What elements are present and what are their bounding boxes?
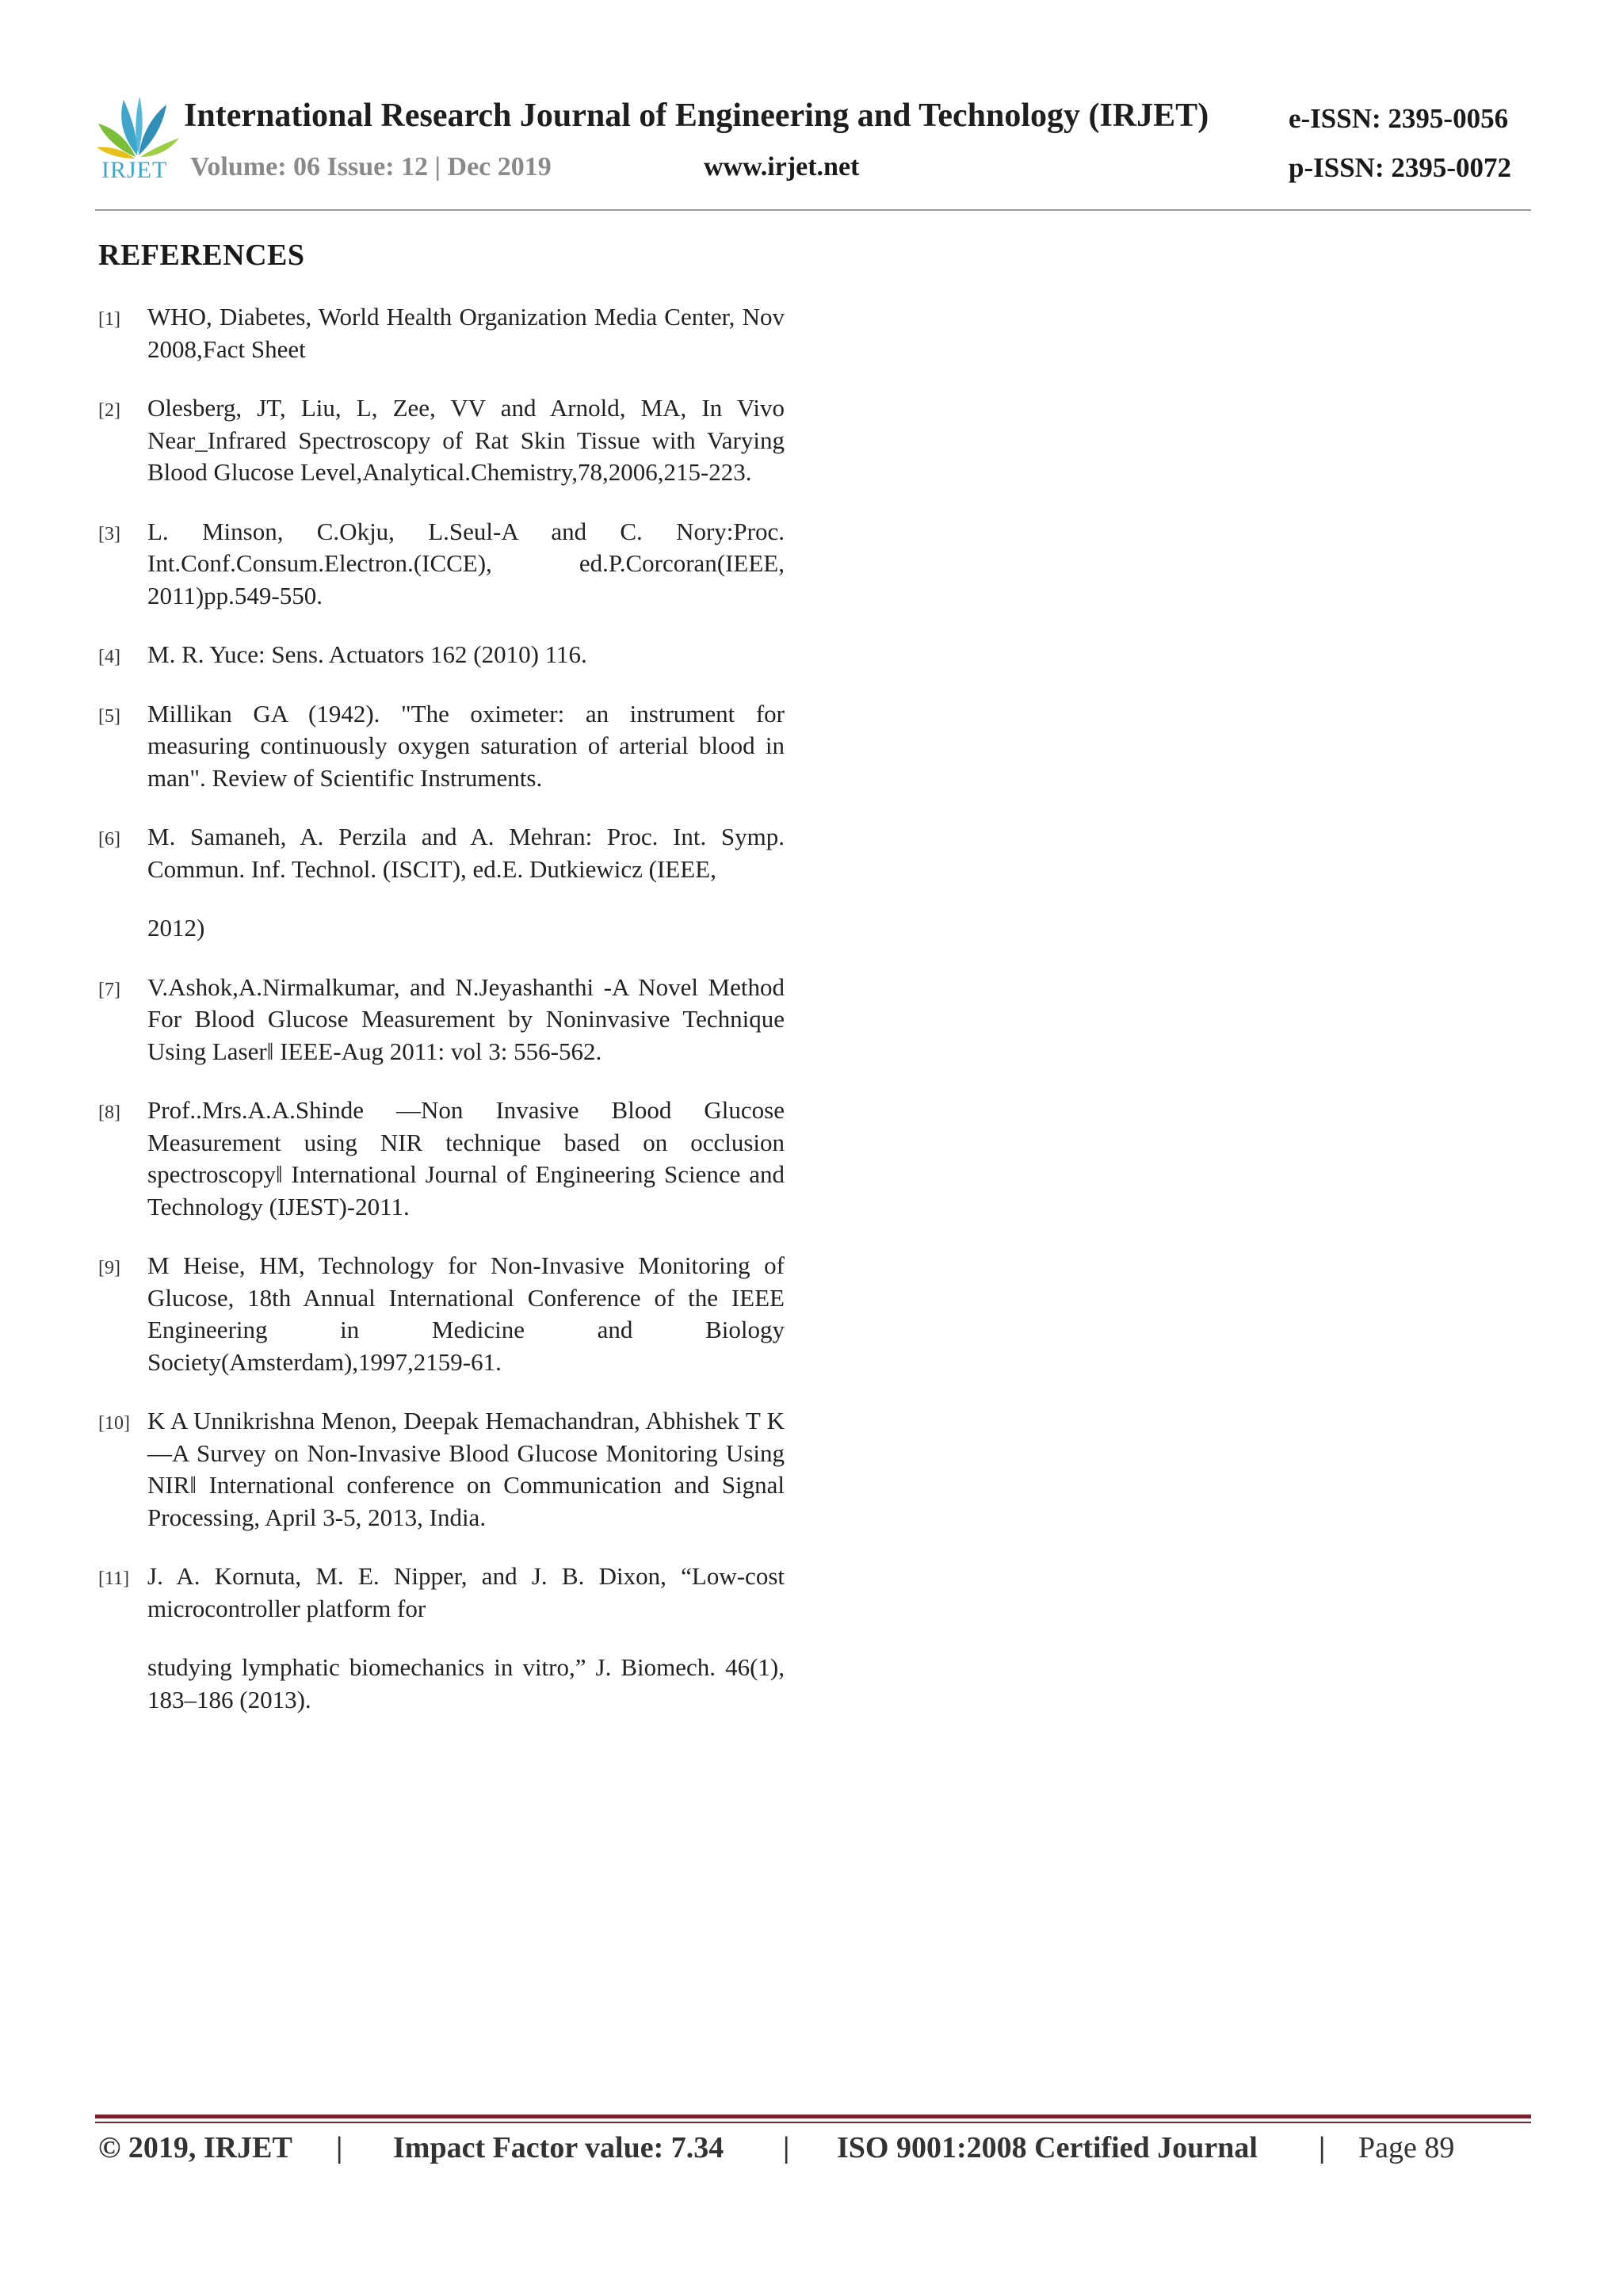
reference-item [98, 821, 785, 945]
footer-page-number: Page 89 [1358, 2131, 1455, 2164]
reference-item [98, 1095, 785, 1223]
references-heading: REFERENCES [98, 239, 305, 272]
footer-separator: | [1319, 2131, 1326, 2164]
reference-item [98, 639, 785, 671]
footer-iso-certification: ISO 9001:2008 Certified Journal [837, 2131, 1258, 2164]
reference-item [98, 1250, 785, 1378]
reference-number: [6] [98, 829, 120, 850]
website-link[interactable]: www.irjet.net [704, 152, 860, 181]
header-divider [95, 209, 1531, 211]
volume-issue: Volume: 06 Issue: 12 | Dec 2019 [190, 152, 552, 181]
reference-item [98, 1561, 785, 1716]
journal-title: International Research Journal of Engineering and Technology (IRJET) [184, 97, 1209, 134]
reference-item [98, 301, 785, 365]
footer-divider-thin [95, 2122, 1531, 2123]
page-footer [98, 2130, 1531, 2170]
reference-item [98, 698, 785, 795]
eissn: e-ISSN: 2395-0056 [1289, 103, 1509, 134]
reference-text: M. Samaneh, A. Perzila and A. Mehran: Proc. Int. Symp. Commun. Inf. Technol. (ISCIT), ed.E. Dutkiewicz (IEEE, [147, 823, 785, 883]
pissn: p-ISSN: 2395-0072 [1289, 152, 1512, 183]
reference-item [98, 392, 785, 489]
reference-number: [11] [98, 1568, 130, 1589]
reference-text: J. A. Kornuta, M. E. Nipper, and J. B. Dixon, “Low-cost microcontroller platform for [147, 1562, 785, 1622]
reference-number: [7] [98, 979, 120, 1000]
reference-number: [5] [98, 705, 120, 727]
reference-text-continued: studying lymphatic biomechanics in vitro,” J. Biomech. 46(1), 183–186 (2013). [147, 1653, 785, 1713]
logo-text: IRJET [101, 157, 168, 183]
reference-number: [4] [98, 647, 120, 667]
reference-text: Prof..Mrs.A.A.Shinde ―Non Invasive Blood Glucose Measurement using NIR technique based on occlusion spectroscopy‖ International Journal of Engineering Science and Technology (IJEST)-2011. [147, 1096, 785, 1221]
footer-separator: | [336, 2131, 343, 2164]
reference-text: K A Unnikrishna Menon, Deepak Hemachandran, Abhishek T K ―A Survey on Non-Invasive Blood Glucose Monitoring Using NIR‖ International conference on Communication and Signal Processing, April 3-5, 2013, India. [147, 1407, 785, 1531]
footer-separator: | [783, 2131, 790, 2164]
reference-item [98, 1405, 785, 1534]
reference-number: [8] [98, 1102, 120, 1123]
reference-number: [9] [98, 1258, 120, 1278]
reference-text: V.Ashok,A.Nirmalkumar, and N.Jeyashanthi -A Novel Method For Blood Glucose Measurement by Noninvasive Technique Using Laser‖ IEEE-Aug 2011: vol 3: 556-562. [147, 972, 785, 1065]
footer-impact-factor: Impact Factor value: 7.34 [393, 2131, 724, 2164]
page-header [0, 0, 1623, 214]
reference-text: WHO, Diabetes, World Health Organization Media Center, Nov 2008,Fact Sheet [147, 303, 785, 363]
footer-divider [95, 2115, 1531, 2118]
reference-text: Olesberg, JT, Liu, L, Zee, VV and Arnold, MA, In Vivo Near_Infrared Spectroscopy of Rat Skin Tissue with Varying Blood Glucose Level,Analytical.Chemistry,78,2006,215-223. [147, 394, 785, 486]
reference-text: Millikan GA (1942). "The oximeter: an instrument for measuring continuously oxygen saturation of arterial blood in man". Review of Scientific Instruments. [147, 699, 785, 792]
reference-text: L. Minson, C.Okju, L.Seul-A and C. Nory:Proc. Int.Conf.Consum.Electron.(ICCE), ed.P.Corcoran(IEEE, 2011)pp.549-550. [147, 517, 785, 609]
reference-item [98, 516, 785, 613]
reference-number: [10] [98, 1413, 130, 1434]
reference-text: M Heise, HM, Technology for Non-Invasive Monitoring of Glucose, 18th Annual International Conference of the IEEE Engineering in Medicine and Biology Society(Amsterdam),1997,2159-61. [147, 1251, 785, 1376]
reference-text-continued: 2012) [147, 914, 205, 942]
reference-text: M. R. Yuce: Sens. Actuators 162 (2010) 116. [147, 640, 587, 668]
reference-number: [2] [98, 400, 120, 421]
reference-list [98, 301, 785, 1743]
reference-item [98, 972, 785, 1068]
reference-number: [3] [98, 523, 120, 544]
reference-number: [1] [98, 309, 120, 330]
footer-copyright: © 2019, IRJET [98, 2131, 292, 2164]
